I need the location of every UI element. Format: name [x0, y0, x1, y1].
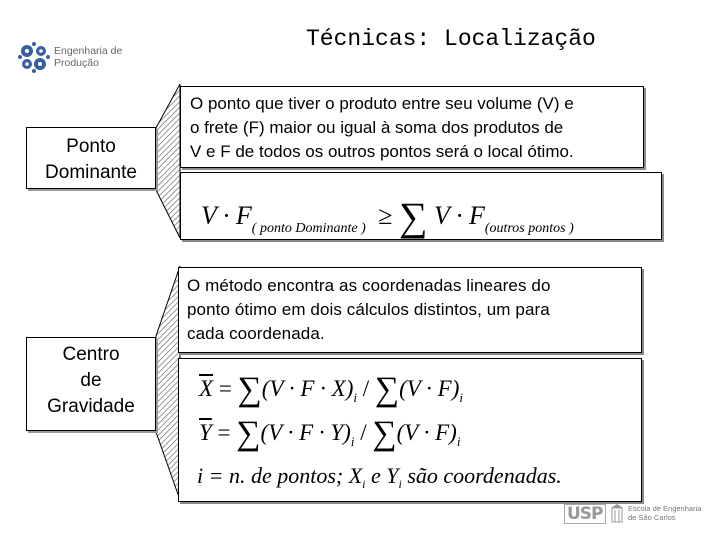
- formula-note: [197, 463, 562, 489]
- footer-text: [628, 504, 701, 522]
- subscript-i: i: [353, 390, 357, 405]
- subscript-i: i: [459, 390, 464, 405]
- description-box-1: [180, 86, 644, 168]
- description-box-2: [178, 267, 642, 353]
- equals-sign: =: [217, 420, 231, 445]
- usp-logo: [562, 502, 712, 528]
- sum-symbol: ∑: [237, 371, 262, 408]
- footer-line-1: Escola de Engenharia: [628, 504, 702, 513]
- text-line: O método encontra as coordenadas lineares do: [187, 276, 551, 295]
- sum-symbol: ∑: [236, 415, 261, 452]
- note-text: i = n. de pontos; X: [197, 463, 363, 488]
- formula-lhs-sub: ( ponto Dominante ): [251, 221, 366, 236]
- formula-rhs-sub: (outros pontos ): [484, 221, 574, 236]
- building-icon: [610, 504, 624, 524]
- logo-text: [54, 45, 122, 69]
- y-bar: $\overline{Y}$: [199, 420, 212, 445]
- formula-y: [199, 411, 461, 452]
- page-title: Técnicas: Localização: [306, 26, 596, 52]
- numerator-term: (V · F · Y): [260, 420, 351, 445]
- division-slash: /: [362, 376, 370, 401]
- sum-symbol: ∑: [372, 415, 397, 452]
- formula-box-1: [180, 172, 662, 240]
- denominator-term: (V · F): [399, 376, 460, 401]
- note-text: e Y: [365, 463, 399, 488]
- formula-box-2: [178, 358, 642, 502]
- formula-lhs: V · F: [201, 201, 252, 230]
- subscript-i: i: [398, 477, 402, 491]
- numerator-term: (V · F · X): [261, 376, 354, 401]
- logo-line-2: Produção: [54, 57, 99, 69]
- denominator-term: (V · F): [396, 420, 457, 445]
- x-bar: $\overline{X}$: [199, 376, 214, 401]
- text-line: O ponto que tiver o produto entre seu volume (V) e: [190, 94, 574, 113]
- text-line: o frete (F) maior ou igual à soma dos produtos de: [190, 118, 564, 137]
- formula-x: [199, 367, 464, 408]
- formula-rhs: V · F: [434, 201, 485, 230]
- logo-line-1: Engenharia de: [54, 45, 123, 57]
- label-line: de: [80, 370, 102, 391]
- formula-operator: ≥: [378, 201, 393, 230]
- formula-ponto-dominante: [201, 187, 574, 239]
- usp-logo-text: USP: [564, 504, 606, 524]
- subscript-i: i: [456, 434, 461, 449]
- note-text: são coordenadas.: [401, 463, 562, 488]
- text-line: V e F de todos os outros pontos será o local ótimo.: [190, 142, 574, 161]
- label-line: Ponto: [66, 136, 116, 157]
- sum-symbol: ∑: [374, 371, 400, 408]
- division-slash: /: [360, 420, 367, 445]
- engenharia-logo: [16, 40, 126, 74]
- gears-icon: [16, 40, 52, 74]
- footer-line-2: de São Carlos: [628, 513, 676, 522]
- equals-sign: =: [218, 376, 232, 401]
- subscript-i: i: [362, 477, 366, 491]
- label-ponto-dominante: [26, 127, 156, 189]
- text-line: cada coordenada.: [187, 324, 325, 343]
- subscript-i: i: [350, 434, 355, 449]
- label-line: Gravidade: [47, 396, 135, 417]
- label-line: Centro: [62, 344, 120, 365]
- sum-symbol: ∑: [399, 194, 428, 239]
- label-line: Dominante: [45, 162, 137, 183]
- label-centro-gravidade: [26, 337, 156, 431]
- text-line: ponto ótimo em dois cálculos distintos, um para: [187, 300, 550, 319]
